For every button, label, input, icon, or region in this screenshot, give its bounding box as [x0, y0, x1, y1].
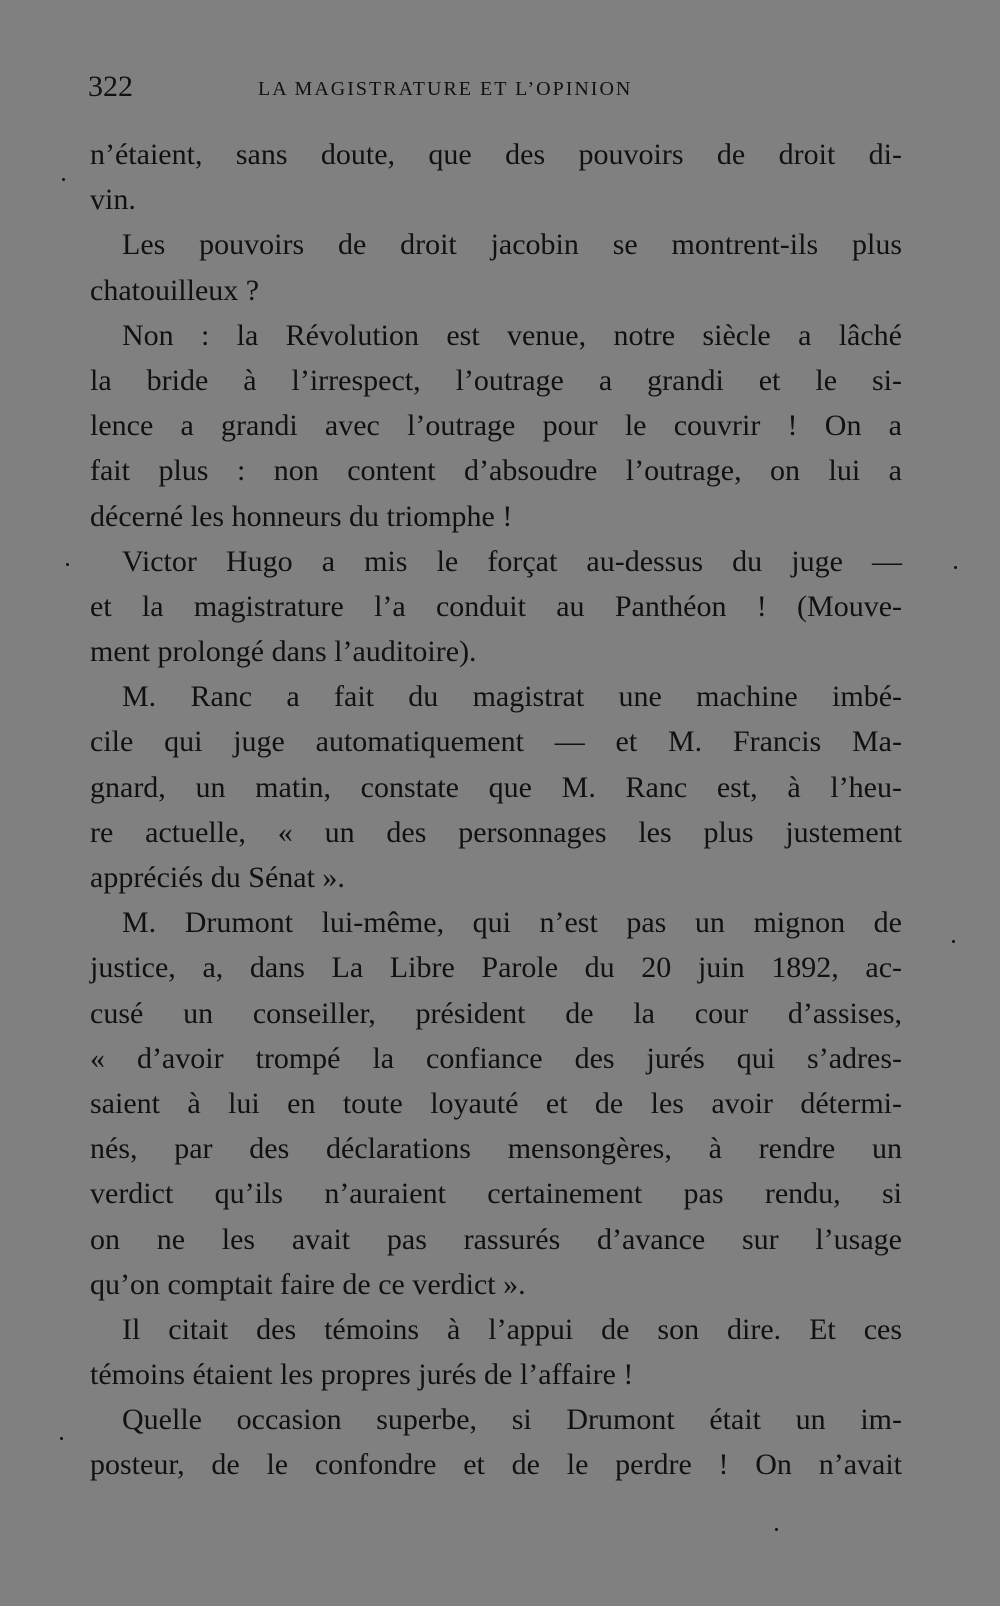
- text-line: saient à lui en toute loyauté et de les avoir détermi-: [90, 1086, 902, 1120]
- text-line: décerné les honneurs du triomphe !: [90, 499, 513, 533]
- text-line: cile qui juge automatiquement — et M. Francis Ma-: [90, 725, 902, 759]
- speck: [62, 178, 65, 181]
- text-line: « d’avoir trompé la confiance des jurés qui s’adres-: [90, 1041, 902, 1075]
- text-line: posteur, de le confondre et de le perdre ! On n’avait: [90, 1448, 902, 1482]
- text-line: vin.: [90, 183, 136, 217]
- page-number: 322: [88, 70, 133, 103]
- text-line: qu’on comptait faire de ce verdict ».: [90, 1267, 526, 1301]
- text-line: lence a grandi avec l’outrage pour le couvrir ! On a: [90, 409, 902, 443]
- text-line: Les pouvoirs de droit jacobin se montrent-ils plus: [122, 228, 902, 262]
- text-line: ment prolongé dans l’auditoire).: [90, 635, 477, 669]
- speck: [954, 566, 957, 569]
- body-text: [90, 132, 902, 1488]
- text-line: cusé un conseiller, président de la cour d’assises,: [90, 996, 902, 1030]
- running-head: LA MAGISTRATURE ET L’OPINION: [258, 78, 633, 100]
- speck: [66, 563, 69, 566]
- page-header: [88, 70, 908, 110]
- text-line: Il citait des témoins à l’appui de son dire. Et ces: [122, 1312, 902, 1346]
- text-line: M. Drumont lui-même, qui n’est pas un mignon de: [122, 906, 902, 940]
- text-line: la bride à l’irrespect, l’outrage a grandi et le si-: [90, 363, 902, 397]
- text-line: et la magistrature l’a conduit au Panthéon ! (Mouve-: [90, 589, 902, 623]
- speck: [60, 1437, 63, 1440]
- text-line: chatouilleux ?: [90, 273, 260, 307]
- text-line: fait plus : non content d’absoudre l’outrage, on lui a: [90, 454, 902, 488]
- text-line: on ne les avait pas rassurés d’avance sur l’usage: [90, 1222, 902, 1256]
- speck: [775, 1528, 778, 1531]
- text-line: appréciés du Sénat ».: [90, 861, 345, 894]
- text-line: nés, par des déclarations mensongères, à rendre un: [90, 1132, 902, 1166]
- speck: [952, 940, 955, 943]
- text-line: Quelle occasion superbe, si Drumont était un im-: [122, 1403, 902, 1437]
- text-line: Victor Hugo a mis le forçat au-dessus du juge —: [122, 544, 902, 578]
- text-line: M. Ranc a fait du magistrat une machine imbé-: [122, 680, 902, 714]
- text-line: verdict qu’ils n’auraient certainement pas rendu, si: [90, 1177, 902, 1211]
- text-line: Non : la Révolution est venue, notre siècle a lâché: [122, 318, 902, 352]
- text-line: re actuelle, « un des personnages les plus justement: [90, 815, 902, 849]
- text-line: n’étaient, sans doute, que des pouvoirs de droit di-: [90, 138, 902, 171]
- text-line: gnard, un matin, constate que M. Ranc est, à l’heu-: [90, 770, 902, 804]
- text-line: justice, a, dans La Libre Parole du 20 juin 1892, ac-: [90, 951, 902, 985]
- text-line: témoins étaient les propres jurés de l’affaire !: [90, 1358, 634, 1392]
